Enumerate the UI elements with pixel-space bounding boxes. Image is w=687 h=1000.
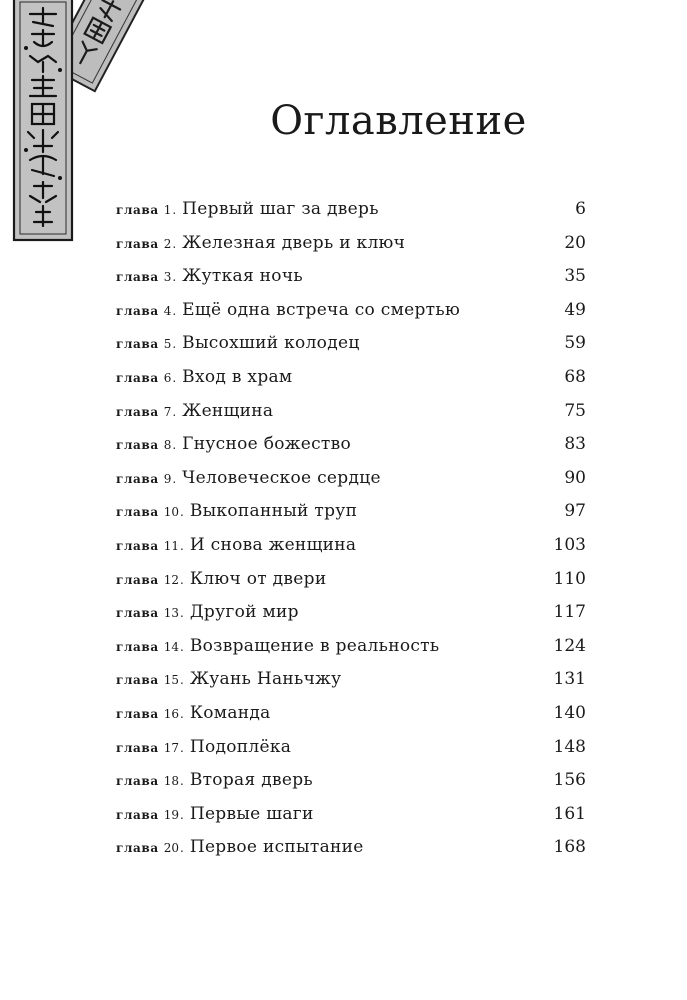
chapter-number-dot: . <box>179 606 184 621</box>
chapter-number-dot: . <box>172 438 177 453</box>
chapter-number-dot: . <box>179 740 184 755</box>
page-number: 131 <box>553 669 586 690</box>
toc-entry <box>116 669 586 703</box>
toc-entry <box>116 535 586 569</box>
chapter-number-dot: . <box>179 639 184 654</box>
chapter-title: Гнусное божество <box>182 434 352 455</box>
chapter-label: глава <box>116 572 159 587</box>
chapter-number: 4 <box>163 303 172 318</box>
page-number: 49 <box>564 299 586 320</box>
toc-entry <box>116 401 586 435</box>
chapter-number: 18 <box>163 774 179 789</box>
toc-entry <box>116 501 586 535</box>
chapter-label: глава <box>116 774 159 789</box>
toc-entry <box>116 602 586 636</box>
toc-entry <box>116 367 586 401</box>
chapter-number-dot: . <box>179 572 184 587</box>
chapter-number: 9 <box>163 471 172 486</box>
toc-entry <box>116 266 586 300</box>
page-number: 156 <box>553 770 586 791</box>
chapter-number-dot: . <box>179 807 184 822</box>
chapter-number-dot: . <box>172 370 177 385</box>
page-number: 168 <box>553 837 586 858</box>
chapter-number: 8 <box>163 438 172 453</box>
chapter-label: глава <box>116 807 159 822</box>
chapter-number: 7 <box>163 404 172 419</box>
page-number: 124 <box>553 635 586 656</box>
toc-entry <box>116 804 586 838</box>
toc-entry <box>116 199 586 233</box>
toc-entry <box>116 233 586 267</box>
chapter-label: глава <box>116 203 159 217</box>
page-number: 110 <box>553 568 586 589</box>
page-number: 97 <box>564 501 586 522</box>
chapter-label: глава <box>116 404 159 419</box>
chapter-number: 5 <box>163 337 172 352</box>
chapter-number-dot: . <box>179 505 184 520</box>
chapter-title: Первые шаги <box>189 803 314 824</box>
chapter-title: Высохший колодец <box>182 333 360 354</box>
toc-entry <box>116 703 586 737</box>
page-number: 35 <box>564 266 586 287</box>
chapter-title: Железная дверь и ключ <box>182 232 406 253</box>
chapter-number-dot: . <box>172 471 177 486</box>
toc-entry <box>116 468 586 502</box>
chapter-number-dot: . <box>172 236 177 251</box>
chapter-label: глава <box>116 303 159 318</box>
chapter-label: глава <box>116 236 159 251</box>
page-number: 117 <box>553 602 586 623</box>
chapter-label: глава <box>116 841 159 856</box>
page-number: 140 <box>553 702 586 723</box>
chapter-number-dot: . <box>172 303 177 318</box>
toc-entry <box>116 569 586 603</box>
chapter-number: 10 <box>163 505 179 520</box>
chapter-number-dot: . <box>179 706 184 721</box>
chapter-title: Вторая дверь <box>189 770 313 791</box>
page-number: 90 <box>564 467 586 488</box>
chapter-number: 3 <box>163 270 172 285</box>
chapter-number: 11 <box>163 538 179 553</box>
chapter-number-dot: . <box>179 538 184 553</box>
chapter-number: 15 <box>163 673 179 688</box>
chapter-title: Ключ от двери <box>189 568 327 589</box>
chapter-title: Первый шаг за дверь <box>182 199 379 219</box>
toc-entry <box>116 737 586 771</box>
chapter-title: Подоплёка <box>189 736 292 757</box>
chapter-label: глава <box>116 639 159 654</box>
chapter-number: 19 <box>163 807 179 822</box>
chapter-label: глава <box>116 337 159 352</box>
table-of-contents <box>116 199 586 871</box>
chapter-title: Жуткая ночь <box>182 266 303 287</box>
page-number: 148 <box>553 736 586 757</box>
page-number: 161 <box>553 803 586 824</box>
toc-entry <box>116 333 586 367</box>
chapter-label: глава <box>116 538 159 553</box>
chapter-number-dot: . <box>179 774 184 789</box>
chapter-number: 13 <box>163 606 179 621</box>
page-number: 103 <box>553 534 586 555</box>
chapter-title: Возвращение в реальность <box>189 635 440 656</box>
page-number: 6 <box>575 199 586 219</box>
chapter-title: Другой мир <box>189 602 299 623</box>
chapter-number: 17 <box>163 740 179 755</box>
chapter-number-dot: . <box>172 404 177 419</box>
chapter-number-dot: . <box>172 270 177 285</box>
chapter-number-dot: . <box>179 841 184 856</box>
chapter-title: Ещё одна встреча со смертью <box>182 299 461 320</box>
chapter-number: 12 <box>163 572 179 587</box>
chapter-label: глава <box>116 505 159 520</box>
page-number: 59 <box>564 333 586 354</box>
chapter-number-dot: . <box>179 673 184 688</box>
chapter-title: И снова женщина <box>189 534 357 555</box>
chapter-title: Человеческое сердце <box>182 467 381 488</box>
chapter-number: 2 <box>163 236 172 251</box>
toc-entry <box>116 300 586 334</box>
toc-entry <box>116 837 586 871</box>
chapter-title: Вход в храм <box>182 366 293 387</box>
page-number: 20 <box>564 232 586 253</box>
chapter-label: глава <box>116 471 159 486</box>
chapter-number: 14 <box>163 639 179 654</box>
chapter-label: глава <box>116 370 159 385</box>
chapter-label: глава <box>116 270 159 285</box>
page-number: 75 <box>564 400 586 421</box>
page-number: 83 <box>564 434 586 455</box>
chapter-title: Команда <box>189 702 271 723</box>
page-title: Оглавление <box>270 98 527 144</box>
chapter-title: Жуань Наньчжу <box>189 669 342 690</box>
chapter-label: глава <box>116 606 159 621</box>
chapter-label: глава <box>116 673 159 688</box>
page-number: 68 <box>564 366 586 387</box>
chapter-title: Первое испытание <box>189 837 364 858</box>
chapter-number: 16 <box>163 706 179 721</box>
chapter-label: глава <box>116 740 159 755</box>
chapter-number: 1 <box>163 203 172 217</box>
chapter-number-dot: . <box>172 203 177 217</box>
toc-entry <box>116 636 586 670</box>
chapter-label: глава <box>116 438 159 453</box>
toc-entry <box>116 434 586 468</box>
chapter-title: Выкопанный труп <box>189 501 358 522</box>
talisman-strip-front <box>14 0 72 240</box>
chapter-label: глава <box>116 706 159 721</box>
chapter-title: Женщина <box>182 400 274 421</box>
chapter-number-dot: . <box>172 337 177 352</box>
chapter-number: 6 <box>163 370 172 385</box>
chapter-number: 20 <box>163 841 179 856</box>
toc-entry <box>116 770 586 804</box>
